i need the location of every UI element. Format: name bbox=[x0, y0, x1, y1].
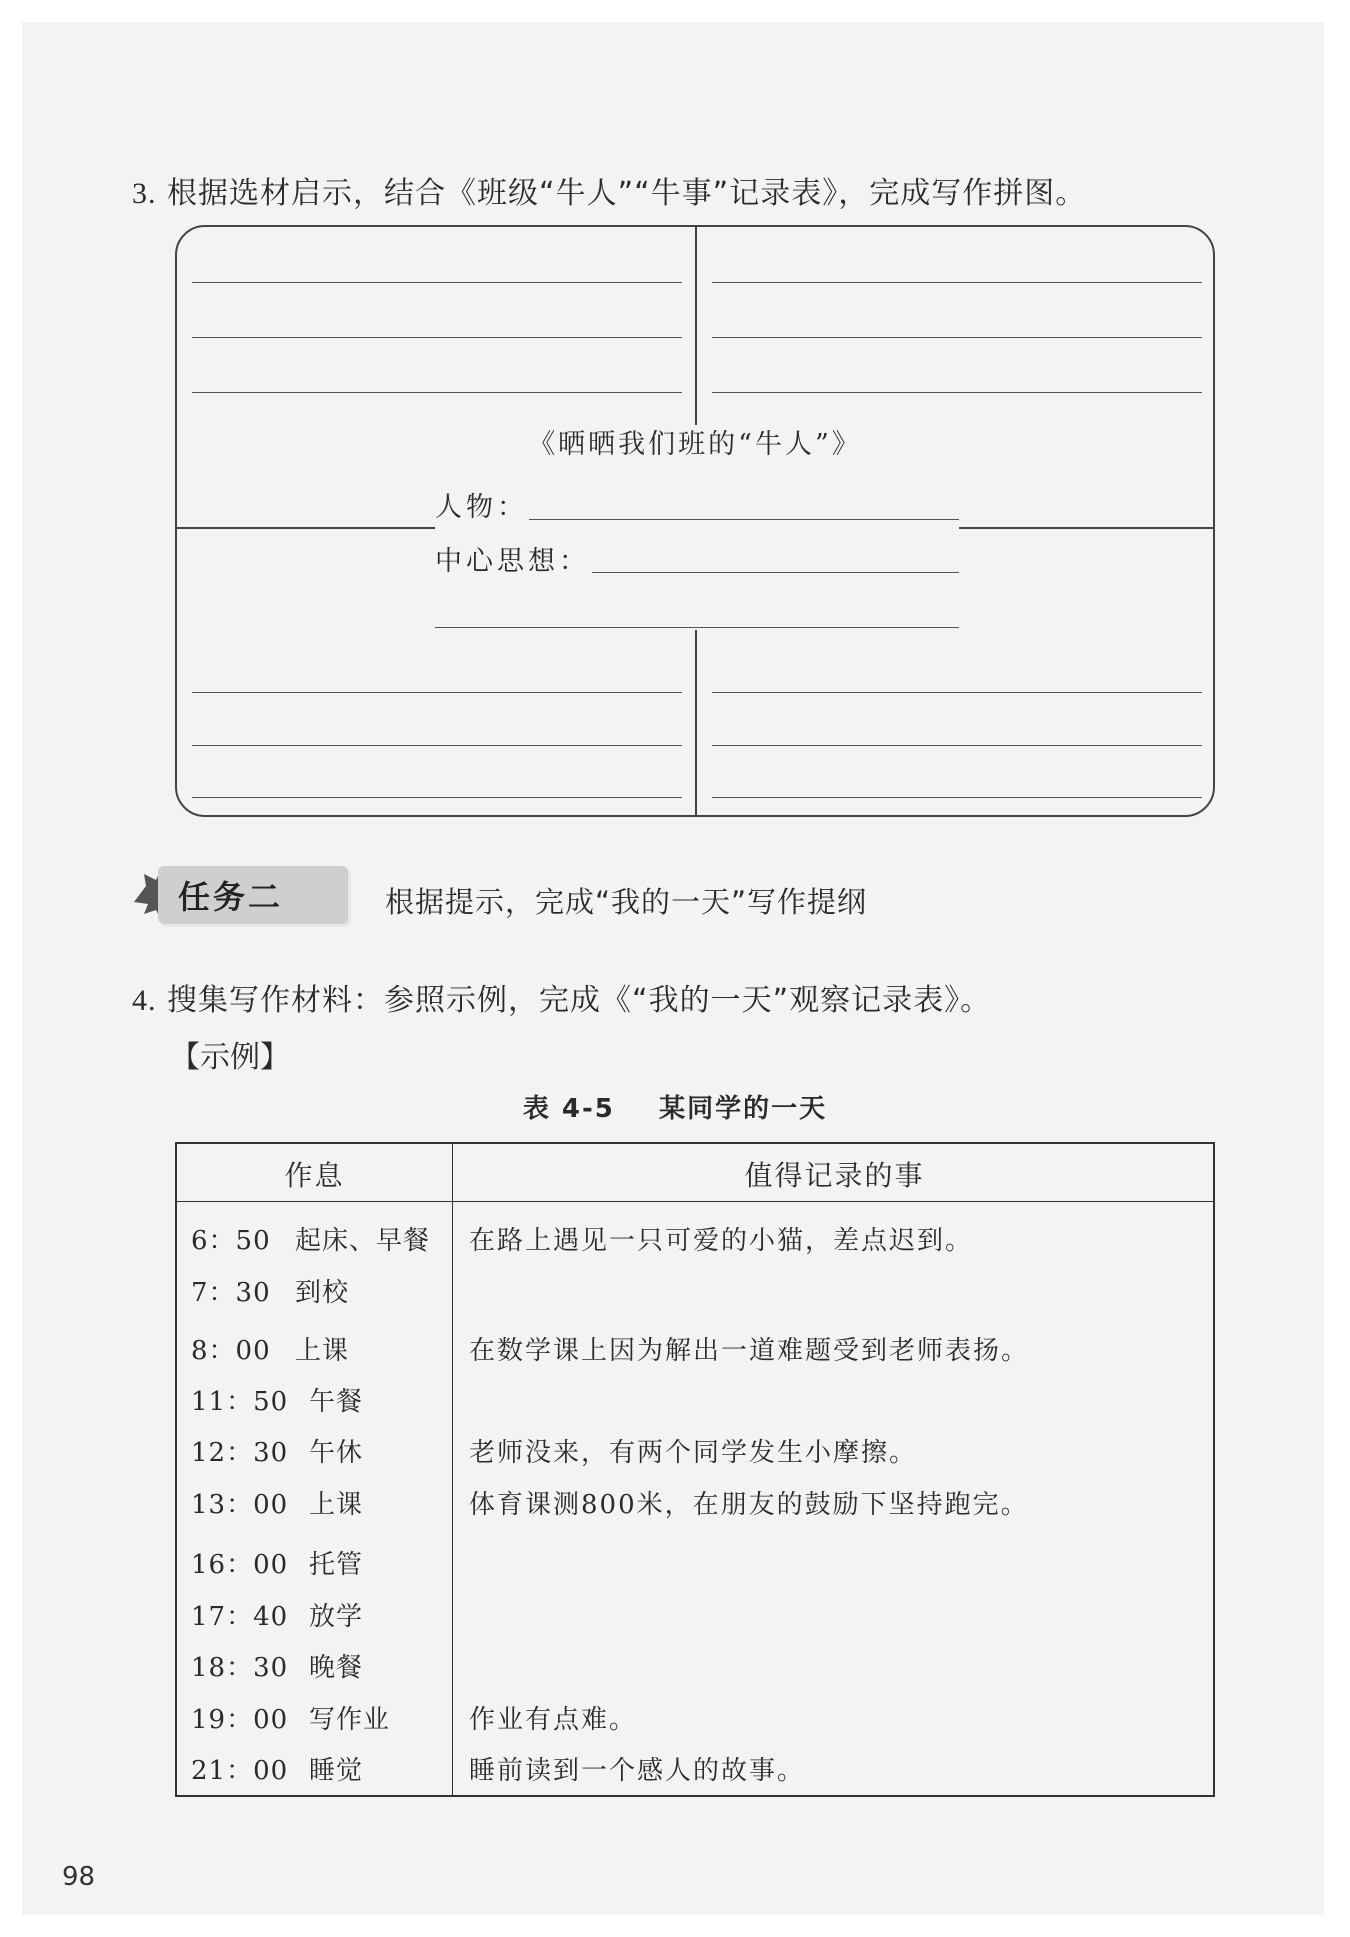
right-middle-rule bbox=[959, 527, 1215, 529]
row-time: 11：50 bbox=[191, 1387, 289, 1417]
left-middle-rule bbox=[177, 527, 435, 529]
row-activity: 午休 bbox=[309, 1438, 364, 1468]
writing-line[interactable] bbox=[712, 337, 1202, 338]
page-number: 98 bbox=[62, 1862, 96, 1892]
row-note: 作业有点难。 bbox=[469, 1705, 638, 1735]
writing-line[interactable] bbox=[712, 392, 1202, 393]
theme-field-continued[interactable] bbox=[435, 627, 959, 628]
row-note: 体育课测800米，在朋友的鼓励下坚持跑完。 bbox=[469, 1490, 1029, 1520]
question-3 bbox=[132, 168, 1086, 212]
header-notable-events: 值得记录的事 bbox=[744, 1159, 925, 1192]
row-time: 21：00 bbox=[191, 1756, 289, 1786]
writing-puzzle-board bbox=[175, 225, 1215, 817]
column-divider bbox=[452, 1144, 453, 1795]
row-activity: 放学 bbox=[309, 1602, 364, 1632]
writing-line[interactable] bbox=[712, 797, 1202, 798]
row-time: 16：00 bbox=[191, 1550, 289, 1580]
writing-line[interactable] bbox=[712, 282, 1202, 283]
row-note: 在数学课上因为解出一道难题受到老师表扬。 bbox=[469, 1336, 1030, 1366]
question-4 bbox=[132, 975, 991, 1019]
question-4-number: 4. bbox=[132, 984, 157, 1017]
row-note: 在路上遇见一只可爱的小猫，差点迟到。 bbox=[469, 1226, 974, 1256]
table-header bbox=[177, 1144, 1213, 1202]
writing-line[interactable] bbox=[712, 745, 1202, 746]
row-time: 8：00 bbox=[191, 1336, 271, 1366]
essay-title: 《晒晒我们班的“牛人”》 bbox=[528, 429, 862, 460]
row-activity: 写作业 bbox=[309, 1705, 391, 1735]
row-activity: 午餐 bbox=[309, 1387, 364, 1417]
row-activity: 起床、早餐 bbox=[295, 1226, 431, 1256]
row-activity: 到校 bbox=[295, 1278, 350, 1308]
row-activity: 托管 bbox=[309, 1550, 364, 1580]
task-2-label: 任务二 bbox=[178, 878, 284, 916]
person-label: 人物： bbox=[435, 492, 528, 523]
task-2-description: 根据提示，完成“我的一天”写作提纲 bbox=[385, 885, 868, 919]
row-time: 6：50 bbox=[191, 1226, 271, 1256]
writing-line[interactable] bbox=[192, 337, 682, 338]
theme-label: 中心思想： bbox=[435, 546, 590, 577]
writing-line[interactable] bbox=[712, 692, 1202, 693]
writing-line[interactable] bbox=[192, 282, 682, 283]
writing-line[interactable] bbox=[192, 797, 682, 798]
row-activity: 晚餐 bbox=[309, 1653, 364, 1683]
person-field[interactable] bbox=[529, 519, 959, 520]
row-note: 老师没来，有两个同学发生小摩擦。 bbox=[469, 1438, 918, 1468]
row-time: 18：30 bbox=[191, 1653, 289, 1683]
row-note: 睡前读到一个感人的故事。 bbox=[469, 1756, 806, 1786]
example-tag: 【示例】 bbox=[170, 1040, 290, 1075]
table-caption: 表 4-5 某同学的一天 bbox=[522, 1094, 828, 1124]
writing-line[interactable] bbox=[192, 392, 682, 393]
row-time: 7：30 bbox=[191, 1278, 271, 1308]
writing-line[interactable] bbox=[192, 692, 682, 693]
row-activity: 上课 bbox=[295, 1336, 350, 1366]
schedule-table bbox=[175, 1142, 1215, 1797]
question-4-text: 搜集写作材料：参照示例，完成《“我的一天”观察记录表》。 bbox=[167, 983, 992, 1018]
row-activity: 上课 bbox=[309, 1490, 364, 1520]
header-schedule: 作息 bbox=[284, 1159, 345, 1192]
row-time: 12：30 bbox=[191, 1438, 289, 1468]
row-activity: 睡觉 bbox=[309, 1756, 364, 1786]
row-time: 17：40 bbox=[191, 1602, 289, 1632]
bottom-divider bbox=[695, 630, 697, 817]
theme-field[interactable] bbox=[592, 572, 959, 573]
row-time: 19：00 bbox=[191, 1705, 289, 1735]
top-divider bbox=[695, 227, 697, 425]
question-3-number: 3. bbox=[132, 177, 157, 210]
writing-line[interactable] bbox=[192, 745, 682, 746]
question-3-text: 根据选材启示，结合《班级“牛人”“牛事”记录表》，完成写作拼图。 bbox=[167, 176, 1087, 211]
row-time: 13：00 bbox=[191, 1490, 289, 1520]
